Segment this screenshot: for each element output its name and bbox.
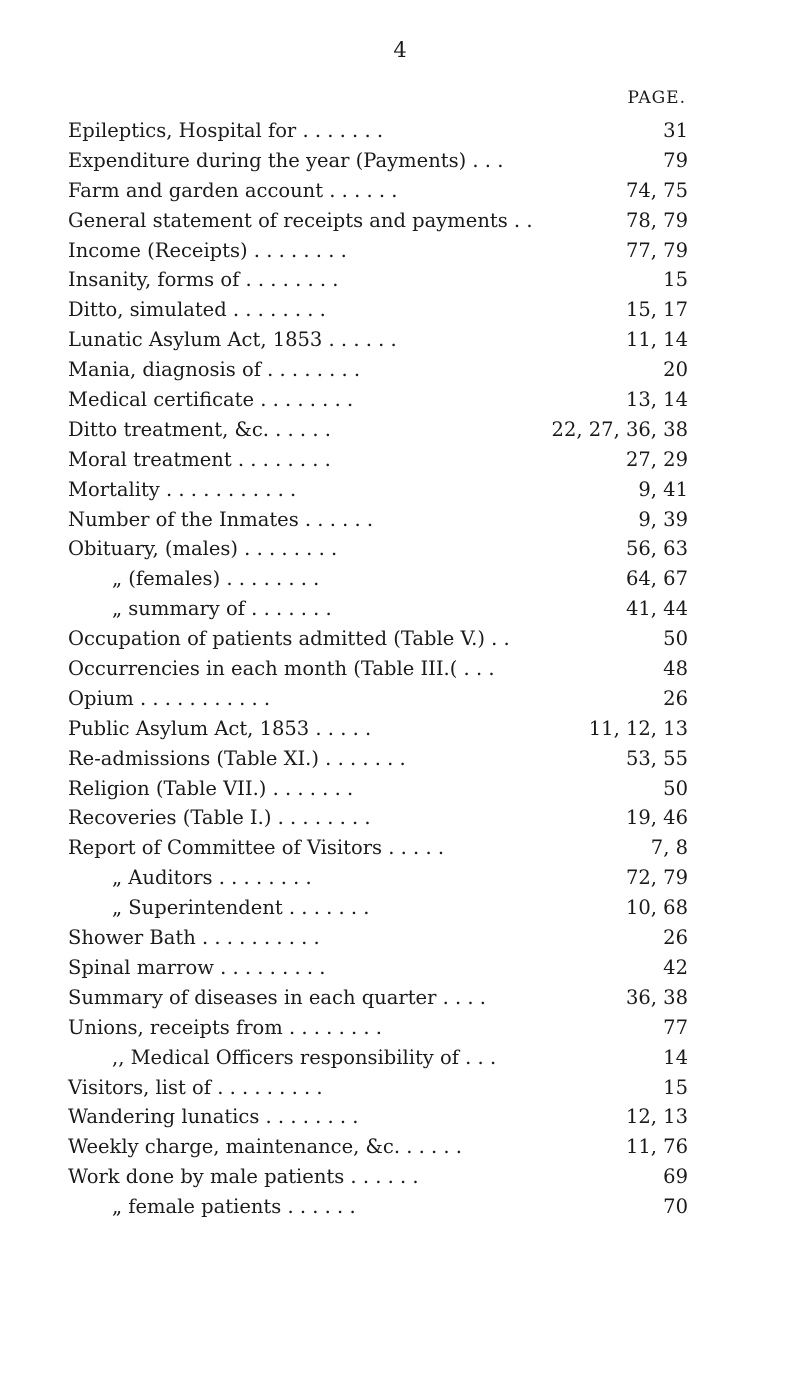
index-entry: [68, 355, 688, 385]
index-entry: [68, 415, 688, 445]
index-entry-pages: 13, 14: [625, 388, 688, 412]
index-entry-pages: 41, 44: [625, 597, 688, 621]
index-entry-label: Re-admissions (Table XI.) . . . . . . .: [68, 746, 406, 770]
index-entry-label: Recoveries (Table I.) . . . . . . . .: [68, 806, 371, 830]
index-entry: [68, 325, 688, 355]
index-entry-label: Income (Receipts) . . . . . . . .: [68, 238, 347, 262]
page-number: 4: [393, 38, 407, 62]
index-entry-label: Lunatic Asylum Act, 1853 . . . . . .: [68, 328, 397, 352]
index-list: [68, 116, 688, 1222]
index-entry-pages: 15, 17: [625, 298, 688, 322]
index-entry: [68, 803, 688, 833]
index-entry-label: Occupation of patients admitted (Table V.) . .: [68, 627, 510, 651]
index-entry-pages: 27, 29: [625, 447, 688, 471]
index-entry-pages: 77, 79: [625, 238, 688, 262]
index-entry-label: Shower Bath . . . . . . . . . .: [68, 926, 320, 950]
index-entry-label: „ (females) . . . . . . . .: [112, 567, 320, 591]
index-entry-pages: 53, 55: [625, 746, 688, 770]
index-entry: [68, 744, 688, 774]
index-entry-pages: 74, 75: [625, 178, 688, 202]
index-entry: [68, 385, 688, 415]
index-entry-pages: 42: [663, 955, 688, 979]
index-entry-pages: 11, 12, 13: [588, 716, 688, 740]
index-entry-pages: 11, 14: [625, 328, 688, 352]
index-entry: [68, 893, 688, 923]
index-entry-pages: 9, 39: [638, 507, 688, 531]
index-entry-label: „ Auditors . . . . . . . .: [112, 866, 312, 890]
index-entry: [68, 534, 688, 564]
index-entry-label: Farm and garden account . . . . . .: [68, 178, 398, 202]
index-entry: [68, 684, 688, 714]
index-entry-label: Unions, receipts from . . . . . . . .: [68, 1015, 382, 1039]
index-entry-pages: 78, 79: [625, 208, 688, 232]
index-entry-pages: 36, 38: [625, 985, 688, 1009]
index-entry-pages: 50: [663, 627, 688, 651]
index-entry: [68, 983, 688, 1013]
index-entry-label: „ female patients . . . . . .: [112, 1195, 356, 1219]
index-entry: [68, 1162, 688, 1192]
index-entry-label: ,, Medical Officers responsibility of . . .: [112, 1045, 497, 1069]
index-entry: [68, 445, 688, 475]
index-entry-pages: 69: [663, 1165, 688, 1189]
index-entry-label: Ditto treatment, &c. . . . . .: [68, 417, 331, 441]
index-entry-label: Epileptics, Hospital for . . . . . . .: [68, 119, 384, 142]
index-entry: [68, 146, 688, 176]
index-entry-label: Mania, diagnosis of . . . . . . . .: [68, 358, 361, 382]
index-entry-label: Insanity, forms of . . . . . . . .: [68, 268, 339, 292]
index-entry-pages: 7, 8: [650, 836, 688, 860]
index-entry-label: „ Superintendent . . . . . . .: [112, 896, 370, 920]
index-entry-label: Medical certificate . . . . . . . .: [68, 388, 354, 412]
index-entry-pages: 64, 67: [625, 567, 688, 591]
index-entry-label: Weekly charge, maintenance, &c. . . . . .: [68, 1135, 462, 1159]
index-entry-label: Opium . . . . . . . . . . .: [68, 686, 271, 710]
index-entry-label: Mortality . . . . . . . . . . .: [68, 477, 297, 501]
index-entry-label: Report of Committee of Visitors . . . . .: [68, 836, 445, 860]
index-entry-label: Number of the Inmates . . . . . .: [68, 507, 374, 531]
index-entry-pages: 20: [663, 358, 688, 382]
index-entry-label: Visitors, list of . . . . . . . . .: [68, 1075, 323, 1099]
index-entry-pages: 70: [663, 1195, 688, 1219]
index-entry: [68, 594, 688, 624]
index-entry-pages: 48: [663, 657, 688, 681]
index-entry: [68, 1043, 688, 1073]
index-entry-label: Expenditure during the year (Payments) . . .: [68, 148, 504, 172]
index-entry-label: Religion (Table VII.) . . . . . . .: [68, 776, 354, 800]
index-entry-label: Spinal marrow . . . . . . . . .: [68, 955, 326, 979]
index-entry-pages: 79: [663, 148, 688, 172]
index-entry: [68, 1102, 688, 1132]
index-entry: [68, 475, 688, 505]
index-entry: [68, 624, 688, 654]
index-entry: [68, 1192, 688, 1222]
index-entry: [68, 863, 688, 893]
index-entry: [68, 1073, 688, 1103]
index-entry-pages: 9, 41: [638, 477, 688, 501]
index-entry-pages: 12, 13: [625, 1105, 688, 1129]
index-entry-label: Work done by male patients . . . . . .: [68, 1165, 419, 1189]
index-entry-pages: 15: [663, 268, 688, 292]
page-column-header: PAGE.: [627, 88, 686, 108]
index-entry: [68, 1132, 688, 1162]
index-entry-label: Occurrencies in each month (Table III.( . . .: [68, 657, 495, 681]
index-entry: [68, 1013, 688, 1043]
index-entry: [68, 265, 688, 295]
index-entry-pages: 10, 68: [625, 896, 688, 920]
index-entry-label: Obituary, (males) . . . . . . . .: [68, 537, 338, 561]
index-entry: [68, 923, 688, 953]
index-entry-pages: 77: [663, 1015, 688, 1039]
index-entry-pages: 14: [663, 1045, 688, 1069]
index-entry-pages: 72, 79: [625, 866, 688, 890]
index-entry-pages: 56, 63: [625, 537, 688, 561]
index-entry-pages: 22, 27, 36, 38: [551, 417, 688, 441]
index-entry-pages: 15: [663, 1075, 688, 1099]
index-entry-label: Wandering lunatics . . . . . . . .: [68, 1105, 359, 1129]
index-entry: [68, 833, 688, 863]
index-entry-pages: 26: [663, 686, 688, 710]
index-entry: [68, 564, 688, 594]
index-entry-label: Moral treatment . . . . . . . .: [68, 447, 331, 471]
index-entry: [68, 236, 688, 266]
index-entry: [68, 714, 688, 744]
index-entry-pages: 50: [663, 776, 688, 800]
index-entry-pages: 31: [663, 119, 688, 142]
index-entry: [68, 295, 688, 325]
index-entry: [68, 116, 688, 146]
index-entry-pages: 26: [663, 926, 688, 950]
index-entry: [68, 505, 688, 535]
index-entry-pages: 19, 46: [625, 806, 688, 830]
index-entry-label: Public Asylum Act, 1853 . . . . .: [68, 716, 372, 740]
index-entry: [68, 654, 688, 684]
index-entry: [68, 953, 688, 983]
index-entry-label: Ditto, simulated . . . . . . . .: [68, 298, 326, 322]
index-entry-label: General statement of receipts and payments . .: [68, 208, 533, 232]
index-entry-label: „ summary of . . . . . . .: [112, 597, 332, 621]
index-entry-pages: 11, 76: [625, 1135, 688, 1159]
index-entry: [68, 206, 688, 236]
index-entry-label: Summary of diseases in each quarter . . . .: [68, 985, 486, 1009]
index-entry: [68, 774, 688, 804]
index-entry: [68, 176, 688, 206]
